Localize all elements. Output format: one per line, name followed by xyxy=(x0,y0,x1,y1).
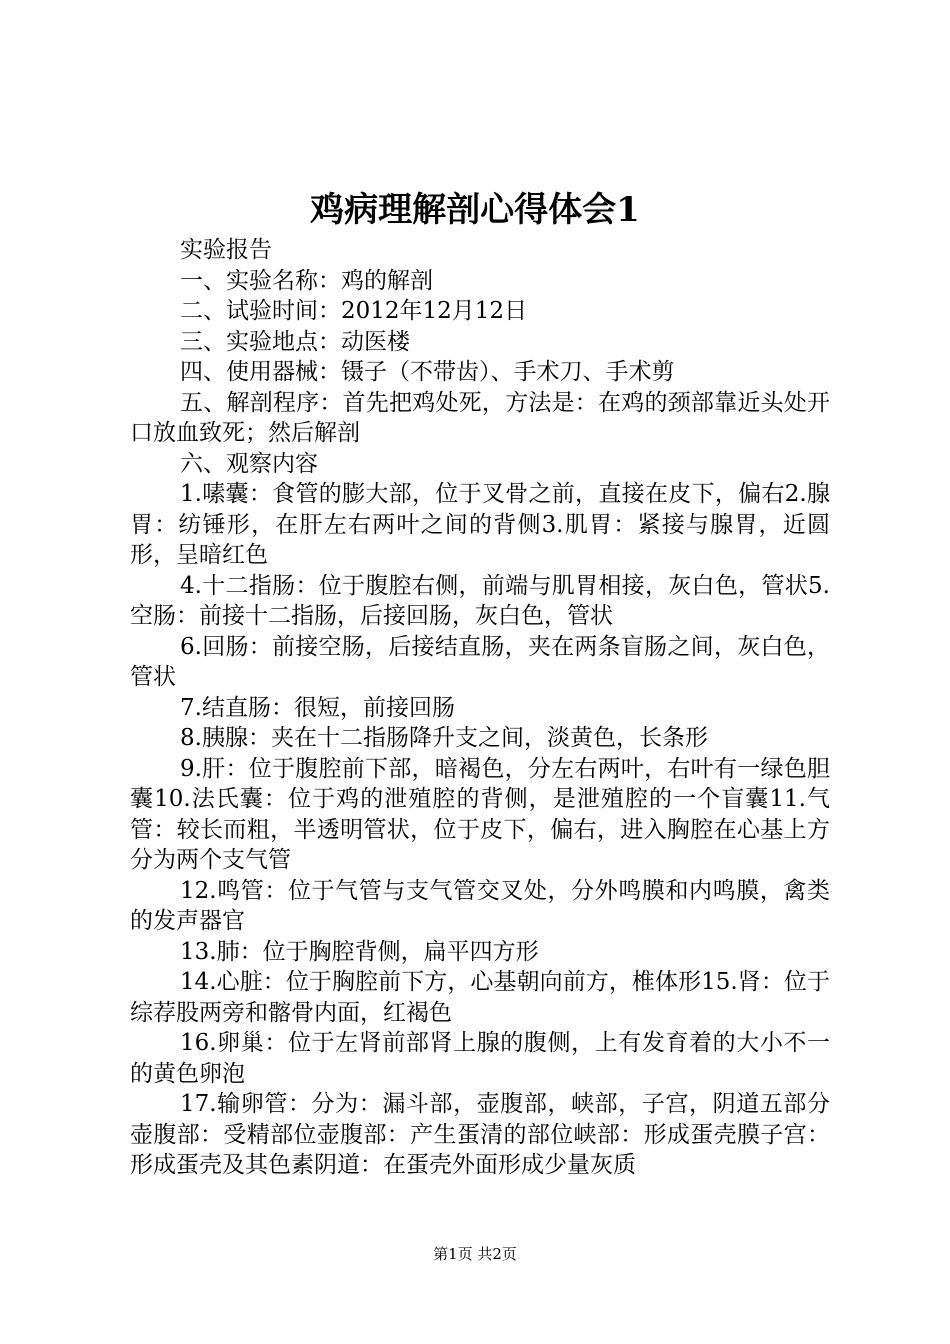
paragraph: 二、试验时间：2012年12月12日 xyxy=(180,298,528,324)
paragraph: 6.回肠：前接空肠，后接结直肠，夹在两条盲肠之间，灰白色，管状 xyxy=(130,633,830,690)
paragraph: 4.十二指肠：位于腹腔右侧，前端与肌胃相接，灰白色，管状5.空肠：前接十二指肠，后接回肠，灰白色，管状 xyxy=(130,572,830,629)
paragraph: 三、实验地点：动医楼 xyxy=(180,328,410,355)
document-body xyxy=(130,235,830,1181)
paragraph: 四、使用器械：镊子（不带齿）、手术刀、手术剪 xyxy=(180,359,675,385)
paragraph: 一、实验名称：鸡的解剖 xyxy=(180,267,433,294)
paragraph: 17.输卵管：分为：漏斗部，壶腹部，峡部，子宫，阴道五部分壶腹部：受精部位壶腹部：产生蛋清的部位峡部：形成蛋壳膜子宫：形成蛋壳及其色素阴道：在蛋壳外面形成少量灰质 xyxy=(130,1091,830,1178)
paragraph: 14.心脏：位于胸腔前下方，心基朝向前方，椎体形15.肾：位于综荐股两旁和髂骨内面，红褐色 xyxy=(130,969,830,1026)
paragraph: 8.胰腺：夹在十二指肠降升支之间，淡黄色，长条形 xyxy=(180,725,708,751)
paragraph: 1.嗉囊：食管的膨大部，位于叉骨之前，直接在皮下，偏右2.腺胃：纺锤形，在肝左右两叶之间的背侧3.肌胃：紧接与腺胃，近圆形，呈暗红色 xyxy=(130,481,830,568)
paragraph: 实验报告 xyxy=(180,237,272,263)
paragraph: 7.结直肠：很短，前接回肠 xyxy=(180,694,455,721)
paragraph: 五、解剖程序：首先把鸡处死，方法是：在鸡的颈部靠近头处开口放血致死；然后解剖 xyxy=(130,389,830,446)
paragraph: 9.肝：位于腹腔前下部，暗褐色，分左右两叶，右叶有一绿色胆囊10.法氏囊：位于鸡的泄殖腔的背侧，是泄殖腔的一个盲囊11.气管：较长而粗，半透明管状，位于皮下，偏右，进入胸腔在心基上方分为两个支气管 xyxy=(130,755,830,873)
document-title: 鸡病理解剖心得体会1 xyxy=(310,190,640,230)
paragraph: 16.卵巢：位于左肾前部肾上腺的腹侧，上有发育着的大小不一的黄色卵泡 xyxy=(130,1030,830,1087)
page-number-footer: 第1页 共2页 xyxy=(433,1245,517,1263)
paragraph: 13.肺：位于胸腔背侧，扁平四方形 xyxy=(180,938,539,965)
paragraph: 六、观察内容 xyxy=(180,450,318,477)
paragraph: 12.鸣管：位于气管与支气管交叉处，分外鸣膜和内鸣膜，禽类的发声器官 xyxy=(130,877,830,934)
